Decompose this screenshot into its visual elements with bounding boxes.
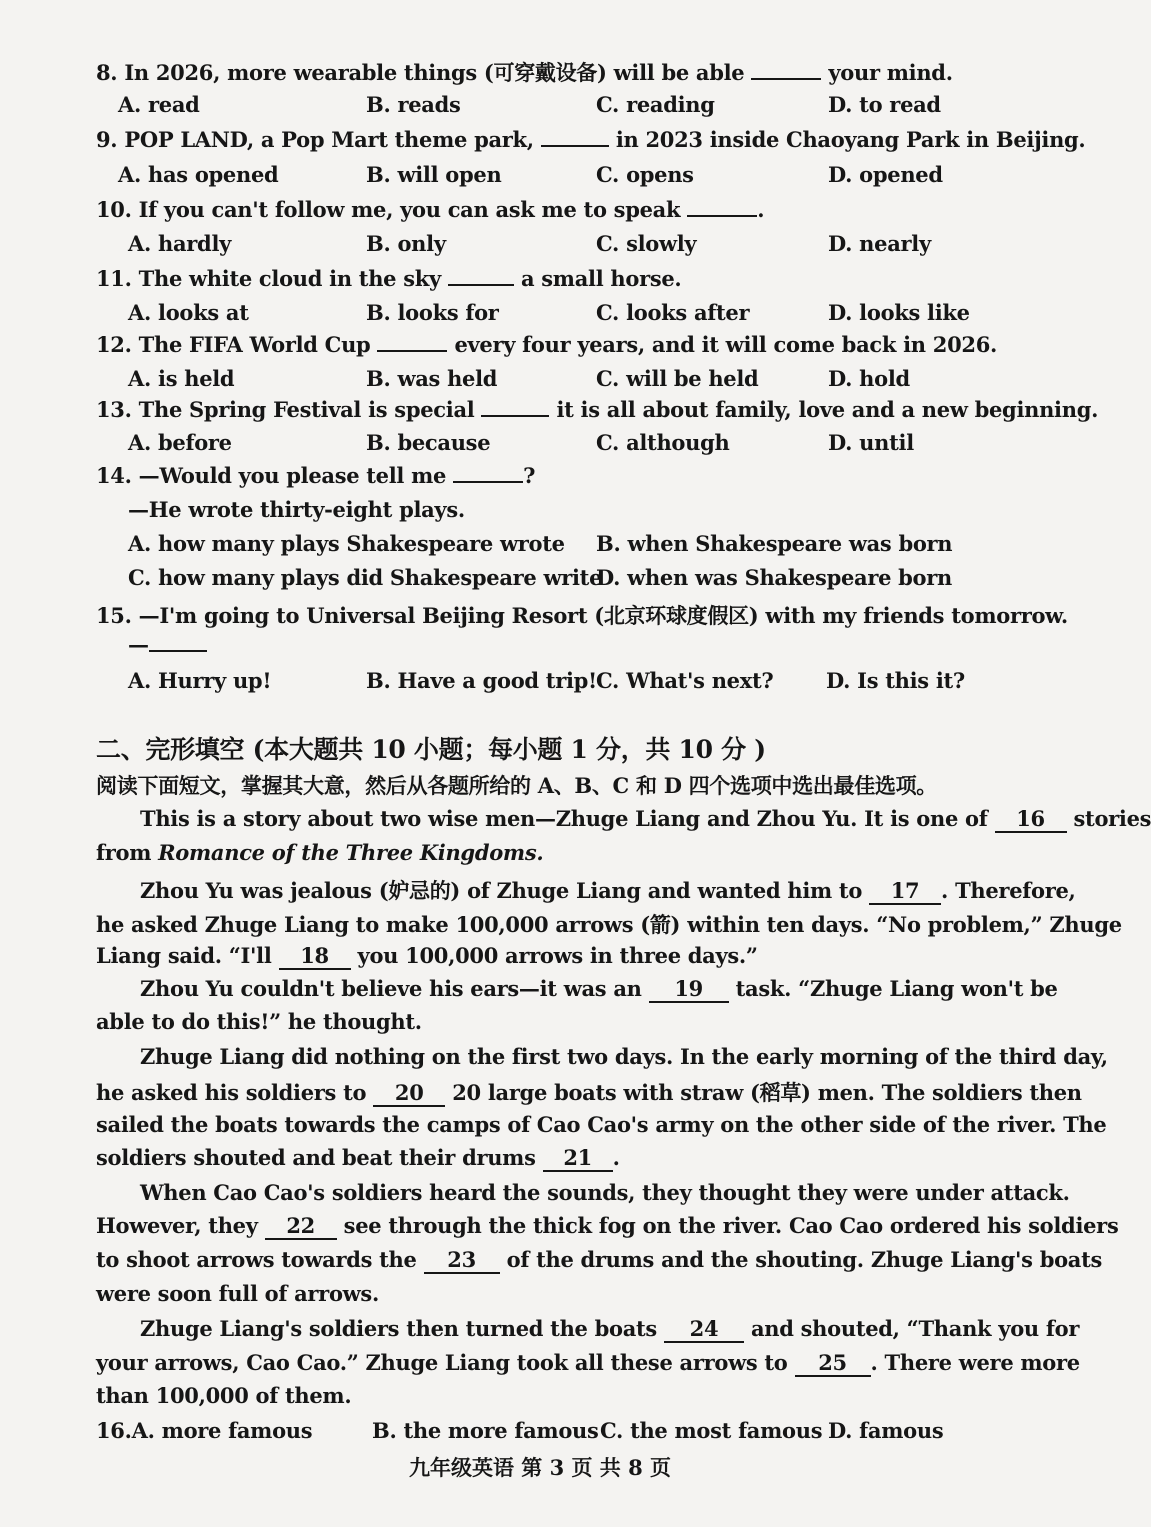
question-10: [96, 197, 996, 222]
passage-text: see through the thick fog on the river. Cao Cao ordered his soldiers: [343, 1213, 1119, 1238]
question-11: [96, 266, 996, 291]
passage-text: to shoot arrows towards the: [96, 1247, 417, 1272]
passage-text: .: [612, 1145, 620, 1170]
blank-21: 21: [543, 1145, 613, 1172]
passage-text: This is a story about two wise men—Zhuge Liang and Zhou Yu. It is one of: [140, 806, 988, 831]
passage-line: When Cao Cao's soldiers heard the sounds, they thought they were under attack.: [140, 1180, 1070, 1205]
page-footer: 九年级英语 第 3 页 共 8 页: [408, 1455, 672, 1480]
blank-20: 20: [373, 1080, 445, 1107]
question-13: [96, 397, 1099, 422]
option-b: B. Have a good trip!: [366, 668, 597, 693]
option-b: B. only: [366, 231, 446, 256]
passage-line: sailed the boats towards the camps of Cao Cao's army on the other side of the river. The: [96, 1112, 1107, 1137]
option-c: C. opens: [596, 162, 694, 187]
option-c: C. reading: [596, 92, 715, 117]
option-d: D. hold: [828, 366, 910, 391]
answer-blank: [149, 632, 207, 652]
passage-text: Zhou Yu couldn't believe his ears—it was an: [140, 976, 642, 1001]
blank-17: 17: [869, 878, 941, 905]
question-number: 10.: [96, 197, 132, 222]
passage-line: he asked Zhuge Liang to make 100,000 arrows (箭) within ten days. “No problem,” Zhuge: [96, 912, 1122, 937]
option-a: A. looks at: [128, 300, 249, 325]
passage-line: [96, 1350, 1080, 1377]
option-c: C. slowly: [596, 231, 697, 256]
option-a: A. how many plays Shakespeare wrote: [128, 531, 565, 556]
question-stem: The white cloud in the sky: [138, 266, 441, 291]
passage-text: task. “Zhuge Liang won't be: [735, 976, 1058, 1001]
passage-line: [96, 1145, 996, 1172]
blank-19: 19: [649, 976, 729, 1003]
answer-blank: [751, 60, 821, 80]
passage-text: Zhou Yu was jealous (妒忌的) of Zhuge Liang and wanted him to: [140, 878, 863, 903]
answer-blank: [481, 397, 549, 417]
passage-text: of the drums and the shouting. Zhuge Liang's boats: [506, 1247, 1103, 1272]
option-c: C. will be held: [596, 366, 759, 391]
option-b: B. looks for: [366, 300, 499, 325]
passage-line: [140, 875, 1076, 905]
passage-text: Zhuge Liang's soldiers then turned the boats: [140, 1316, 657, 1341]
question-number: 16.: [96, 1418, 132, 1443]
passage-line: [140, 976, 1058, 1003]
passage-line: [96, 943, 996, 970]
option-a: A. more famous: [131, 1418, 313, 1443]
book-title: Romance of the Three Kingdoms.: [158, 840, 544, 865]
option-d: D. looks like: [828, 300, 970, 325]
question-number: 15.: [96, 603, 132, 628]
question-number: 11.: [96, 266, 132, 291]
passage-text: . Therefore,: [941, 878, 1076, 903]
option-c: C. What's next?: [596, 668, 774, 693]
passage-line: were soon full of arrows.: [96, 1281, 379, 1306]
question-15: [96, 600, 1068, 630]
option-a: A. has opened: [118, 162, 279, 187]
answer-blank: [687, 197, 757, 217]
passage-text: and shouted, “Thank you for: [750, 1316, 1080, 1341]
question-12: [96, 332, 996, 357]
question-stem: —Would you please tell me: [138, 463, 447, 488]
dialogue-response: —He wrote thirty-eight plays.: [128, 497, 465, 522]
passage-text: you 100,000 arrows in three days.”: [357, 943, 758, 968]
dialogue-response: [128, 632, 207, 657]
option-a: A. Hurry up!: [128, 668, 272, 693]
blank-16: 16: [995, 806, 1067, 833]
option-a: A. read: [118, 92, 200, 117]
passage-text: However, they: [96, 1213, 258, 1238]
option-b: B. because: [366, 430, 491, 455]
question-number: 8.: [96, 60, 118, 85]
question-stem: If you can't follow me, you can ask me to speak: [138, 197, 681, 222]
option-b: B. reads: [366, 92, 461, 117]
blank-24: 24: [664, 1316, 744, 1343]
passage-text: . There were more: [870, 1350, 1080, 1375]
option-d: D. until: [828, 430, 914, 455]
question-number: 9.: [96, 127, 118, 152]
option-c: C. how many plays did Shakespeare write: [128, 565, 603, 590]
question-stem: The FIFA World Cup: [138, 332, 371, 357]
option-d: D. when was Shakespeare born: [596, 565, 952, 590]
option-b: B. the more famous: [372, 1418, 599, 1443]
option-d: D. opened: [828, 162, 943, 187]
question-9: [96, 127, 1086, 152]
question-stem-end: ?: [523, 463, 536, 488]
question-number: 13.: [96, 397, 132, 422]
question-stem-end: a small horse.: [520, 266, 682, 291]
question-14: [96, 463, 996, 488]
answer-blank: [448, 266, 514, 286]
option-d: D. Is this it?: [826, 668, 965, 693]
passage-text: soldiers shouted and beat their drums: [96, 1145, 536, 1170]
option-a: A. hardly: [128, 231, 232, 256]
option-d: D. famous: [828, 1418, 944, 1443]
option-a: A. before: [128, 430, 232, 455]
question-stem-end: every four years, and it will come back in 2026.: [454, 332, 998, 357]
passage-line: [140, 806, 1151, 833]
blank-22: 22: [265, 1213, 337, 1240]
question-stem: The Spring Festival is special: [138, 397, 475, 422]
option-d: D. nearly: [828, 231, 931, 256]
question-16: [96, 1418, 312, 1443]
question-number: 14.: [96, 463, 132, 488]
passage-text: from: [96, 840, 152, 865]
passage-text: Liang said. “I'll: [96, 943, 272, 968]
blank-25: 25: [795, 1350, 871, 1377]
question-stem-end: .: [757, 197, 765, 222]
option-b: B. will open: [366, 162, 502, 187]
passage-text: he asked his soldiers to: [96, 1080, 367, 1105]
question-stem: In 2026, more wearable things (可穿戴设备) will be able: [124, 60, 745, 85]
answer-blank: [453, 463, 523, 483]
option-a: A. is held: [128, 366, 235, 391]
passage-line: [96, 840, 996, 865]
answer-blank: [377, 332, 447, 352]
passage-line: Zhuge Liang did nothing on the first two days. In the early morning of the third day,: [140, 1044, 1108, 1069]
section-instruction: 阅读下面短文，掌握其大意，然后从各题所给的 A、B、C 和 D 四个选项中选出最佳选项。: [96, 773, 938, 798]
passage-line: able to do this!” he thought.: [96, 1009, 422, 1034]
question-stem-end: it is all about family, love and a new beginning.: [556, 397, 1099, 422]
question-number: 12.: [96, 332, 132, 357]
passage-line: [140, 1316, 1080, 1343]
passage-line: [96, 1247, 1103, 1274]
passage-text: your arrows, Cao Cao.” Zhuge Liang took all these arrows to: [96, 1350, 788, 1375]
passage-text: 20 large boats with straw (稻草) men. The soldiers then: [452, 1080, 1082, 1105]
option-b: B. when Shakespeare was born: [596, 531, 953, 556]
answer-blank: [541, 127, 609, 147]
dash: —: [128, 632, 149, 657]
passage-line: than 100,000 of them.: [96, 1383, 352, 1408]
blank-18: 18: [279, 943, 351, 970]
section-title: 二、完形填空 (本大题共 10 小题；每小题 1 分，共 10 分 ): [96, 735, 766, 764]
option-c: C. although: [596, 430, 730, 455]
question-stem: POP LAND, a Pop Mart theme park,: [124, 127, 534, 152]
option-c: C. the most famous: [600, 1418, 823, 1443]
question-stem: —I'm going to Universal Beijing Resort (北京环球度假区) with my friends tomorrow.: [138, 603, 1068, 628]
option-d: D. to read: [828, 92, 941, 117]
passage-line: [96, 1213, 1119, 1240]
option-c: C. looks after: [596, 300, 750, 325]
question-8: [96, 57, 996, 87]
blank-23: 23: [424, 1247, 500, 1274]
passage-text: stories: [1073, 806, 1151, 831]
passage-line: [96, 1077, 1082, 1107]
question-stem-end: your mind.: [828, 60, 953, 85]
question-stem-end: in 2023 inside Chaoyang Park in Beijing.: [615, 127, 1086, 152]
option-b: B. was held: [366, 366, 498, 391]
